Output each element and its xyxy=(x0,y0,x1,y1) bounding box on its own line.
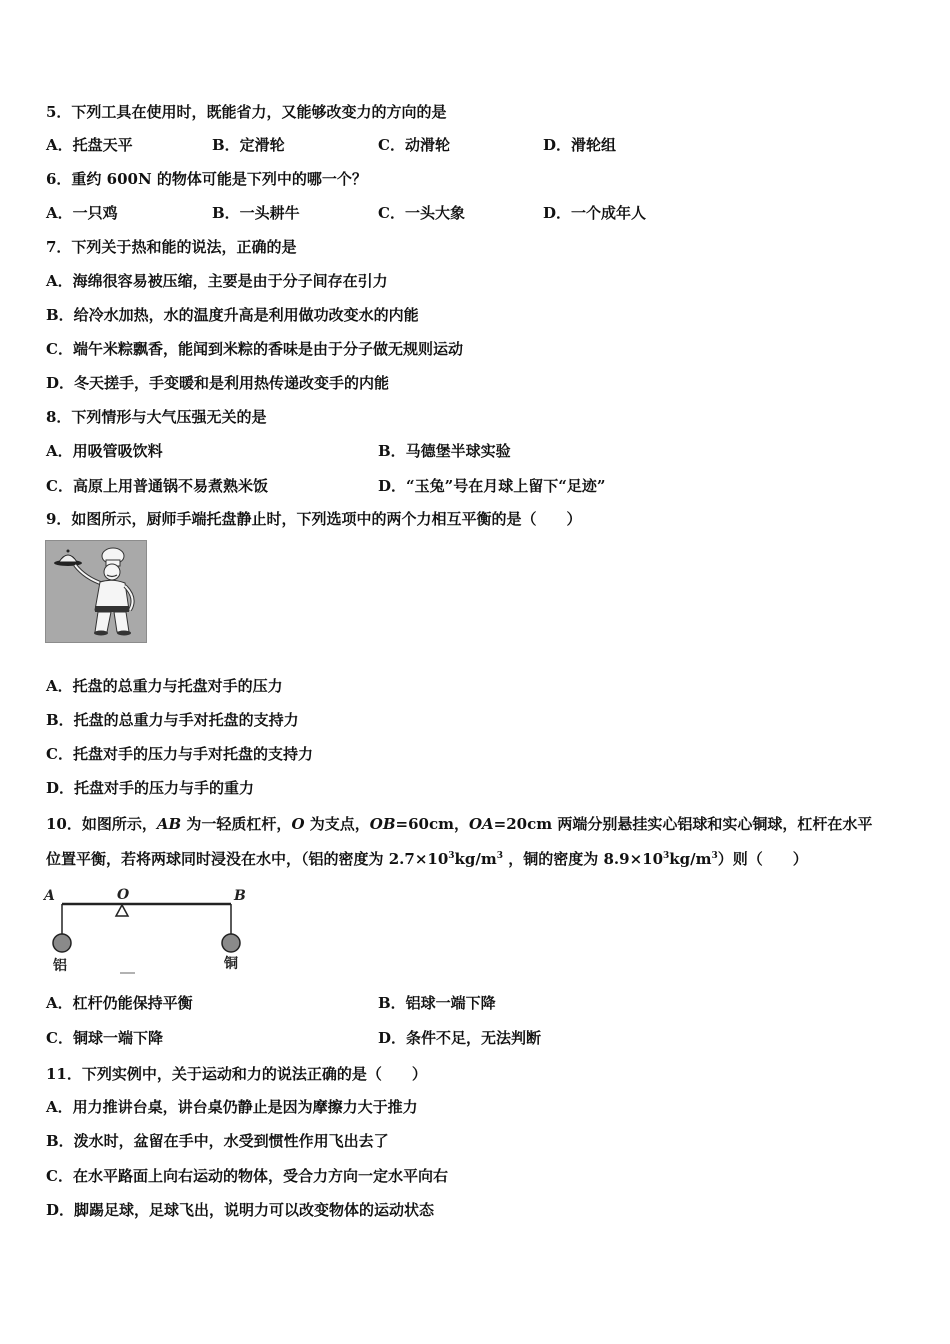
q7-option-c: C．端午米粽飘香，能闻到米粽的香味是由于分子做无规则运动 xyxy=(46,340,463,358)
lever-label-aluminum: 铝 xyxy=(53,958,67,974)
q5-option-d: D．滑轮组 xyxy=(543,136,617,154)
lever-label-b: B xyxy=(234,888,246,904)
q10-option-b: B．铝球一端下降 xyxy=(378,994,496,1012)
q6-option-a: A．一只鸡 xyxy=(46,204,118,222)
q6-stem: 6．重约 600N 的物体可能是下列中的哪一个？ xyxy=(46,170,367,188)
q6-option-d: D．一个成年人 xyxy=(543,204,647,222)
q11-option-c: C．在水平路面上向右运动的物体，受合力方向一定水平向右 xyxy=(46,1167,448,1185)
q6-option-b: B．一头耕牛 xyxy=(212,204,300,222)
q11-option-d: D．脚踢足球，足球飞出，说明力可以改变物体的运动状态 xyxy=(46,1201,435,1219)
lever-label-a: A xyxy=(44,888,55,904)
q7-option-d: D．冬天搓手，手变暖和是利用热传递改变手的内能 xyxy=(46,374,390,392)
q9-option-b: B．托盘的总重力与手对托盘的支持力 xyxy=(46,711,299,729)
q8-option-b: B．马德堡半球实验 xyxy=(378,442,511,460)
q6-option-c: C．一头大象 xyxy=(378,204,465,222)
q8-option-a: A．用吸管吸饮料 xyxy=(46,442,163,460)
q9-option-a: A．托盘的总重力与托盘对手的压力 xyxy=(46,677,283,695)
q11-option-b: B．泼水时，盆留在手中，水受到惯性作用飞出去了 xyxy=(46,1132,389,1150)
lever-label-o: O xyxy=(117,887,130,903)
q9-option-c: C．托盘对手的压力与手对托盘的支持力 xyxy=(46,745,313,763)
q11-option-a: A．用力推讲台桌，讲台桌仍静止是因为摩擦力大于推力 xyxy=(46,1098,418,1116)
lever-figure xyxy=(40,882,255,976)
q10-stem-line1: 10．如图所示，AB 为一轻质杠杆，O 为支点，OB=60cm，OA=20cm 两端分别悬挂实心铝球和实心铜球，杠杆在水平 xyxy=(46,815,873,833)
q5-option-a: A．托盘天平 xyxy=(46,136,133,154)
q8-stem: 8．下列情形与大气压强无关的是 xyxy=(46,408,267,426)
q5-stem: 5．下列工具在使用时，既能省力，又能够改变力的方向的是 xyxy=(46,103,447,121)
q5-option-b: B．定滑轮 xyxy=(212,136,285,154)
q9-option-d: D．托盘对手的压力与手的重力 xyxy=(46,779,255,797)
q8-option-c: C．高原上用普通锅不易煮熟米饭 xyxy=(46,477,268,495)
lever-label-copper: 铜 xyxy=(224,956,238,972)
q10-option-d: D．条件不足，无法判断 xyxy=(378,1029,542,1047)
q10-stem-line2: 位置平衡，若将两球同时浸没在水中，（铝的密度为 $2.7\times 10^3kg/m^3$ ，铜的密度为 $8.9\times 10^3kg/m^3$）则（ ） xyxy=(46,850,808,868)
q10-option-a: A．杠杆仍能保持平衡 xyxy=(46,994,193,1012)
chef-figure xyxy=(45,540,147,643)
q7-option-a: A．海绵很容易被压缩，主要是由于分子间存在引力 xyxy=(46,272,388,290)
q9-stem: 9．如图所示，厨师手端托盘静止时，下列选项中的两个力相互平衡的是（ ） xyxy=(46,510,582,528)
q11-stem: 11．下列实例中，关于运动和力的说法正确的是（ ） xyxy=(46,1065,427,1083)
q7-stem: 7．下列关于热和能的说法，正确的是 xyxy=(46,238,297,256)
q7-option-b: B．给冷水加热，水的温度升高是利用做功改变水的内能 xyxy=(46,306,419,324)
q8-option-d: D．“玉兔”号在月球上留下“足迹” xyxy=(378,477,606,495)
q10-option-c: C．铜球一端下降 xyxy=(46,1029,163,1047)
q5-option-c: C．动滑轮 xyxy=(378,136,450,154)
